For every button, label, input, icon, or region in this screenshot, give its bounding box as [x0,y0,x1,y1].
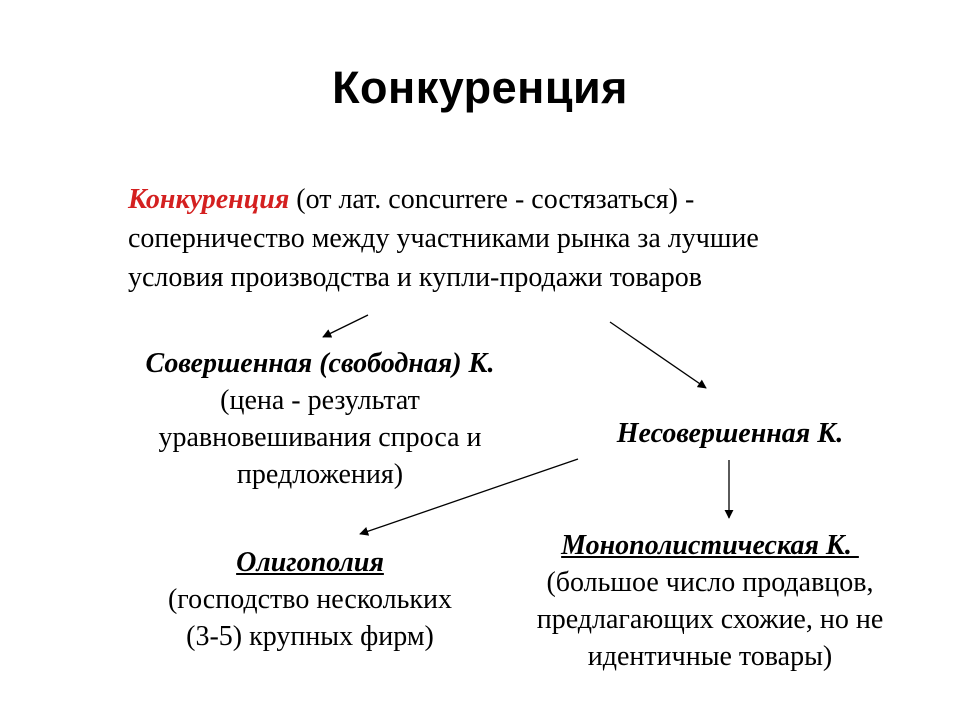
oligopoly-desc-line: (3-5) крупных фирм) [186,621,434,652]
monopolistic-competition-desc-line: предлагающих схожие, но не [536,604,884,635]
perfect-competition-heading: Совершенная (свободная) К. [145,348,495,379]
oligopoly-node [110,544,510,655]
oligopoly-desc-line: (господство нескольких [167,584,453,615]
perfect-competition-desc-line: уравновешивания спроса и [158,422,482,453]
definition-text: (от лат. concurrere - состязаться) - соперничество между участниками рынка за лучшие условия производства и купли-продажи товаров [128,184,759,293]
monopolistic-competition-node [500,527,920,675]
imperfect-competition-heading: Несовершенная К. [616,418,844,449]
arrow-to-imperfect [610,322,706,388]
arrow-to-perfect [323,315,368,337]
perfect-competition-desc-line: предложения) [236,459,404,490]
imperfect-competition-node [590,415,870,452]
definition-term: Конкуренция [128,184,290,215]
perfect-competition-node [100,345,540,493]
monopolistic-competition-heading: Монополистическая К. [561,530,859,561]
monopolistic-competition-desc-line: (большое число продавцов, [546,567,874,598]
page-title: Конкуренция [332,62,628,113]
oligopoly-heading: Олигополия [236,547,384,578]
monopolistic-competition-desc-line: идентичные товары) [587,641,833,672]
perfect-competition-desc-line: (цена - результат [220,385,420,416]
